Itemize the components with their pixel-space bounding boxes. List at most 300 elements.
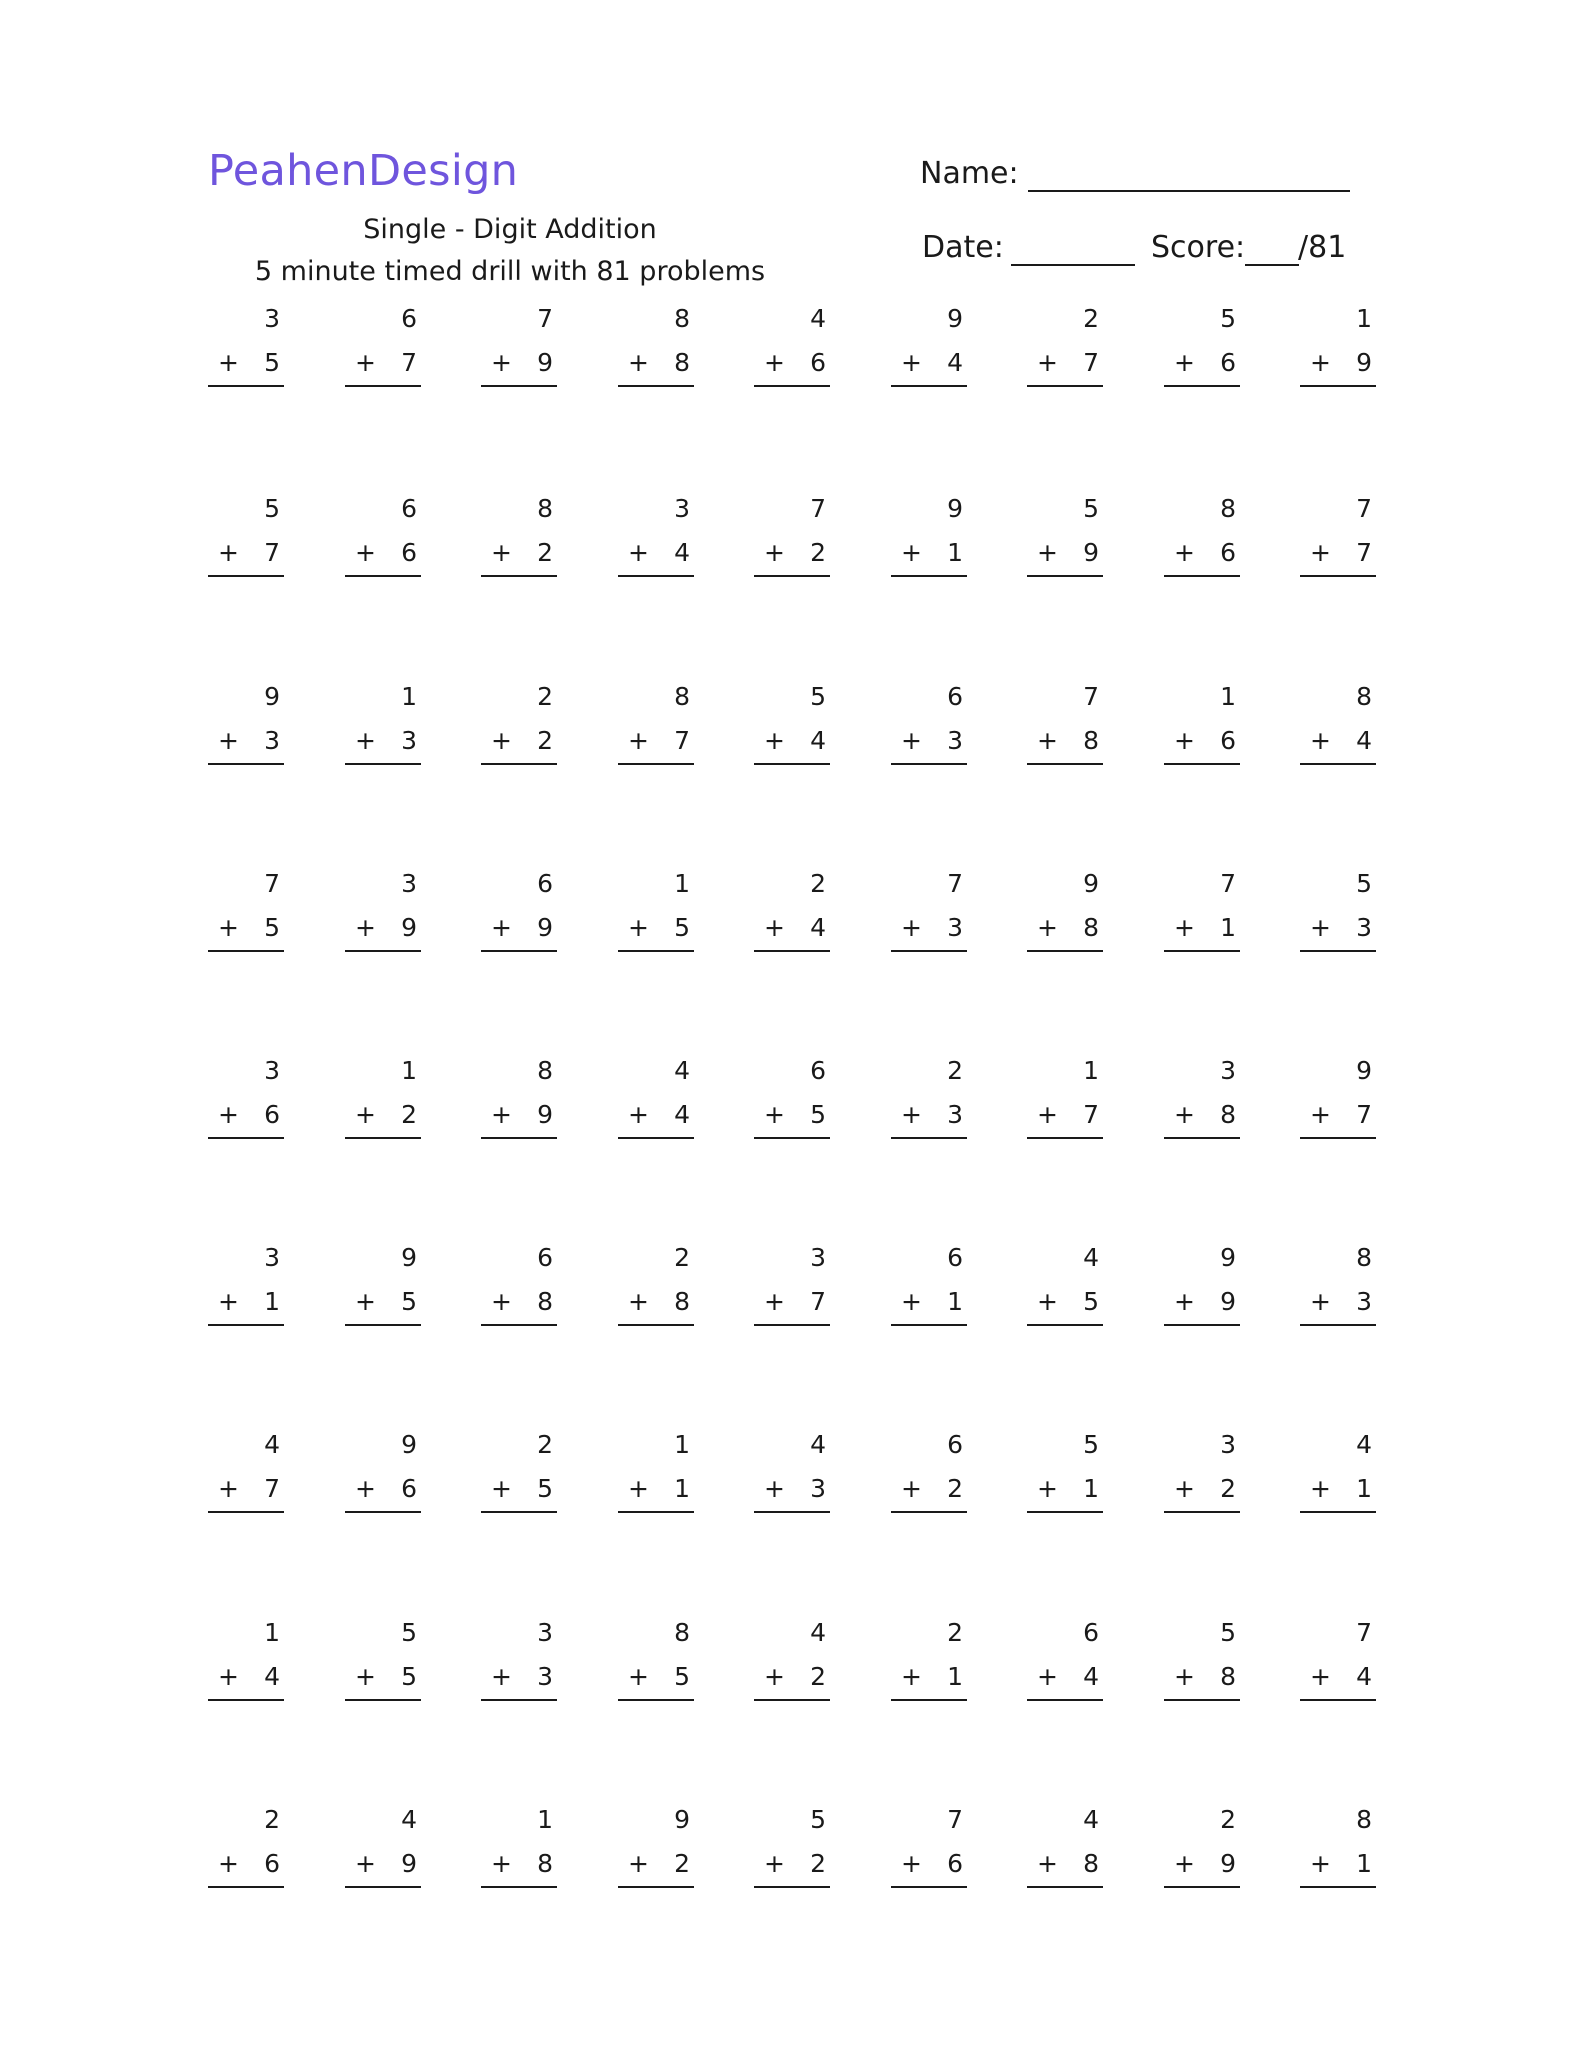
plus-sign: + <box>491 1474 512 1503</box>
addend-bottom: 1 <box>674 1474 690 1503</box>
addend-bottom: 5 <box>674 1662 690 1691</box>
addend-top: 7 <box>1083 682 1099 711</box>
addend-bottom: 5 <box>810 1100 826 1129</box>
date-blank[interactable] <box>1011 264 1135 266</box>
addend-top: 7 <box>810 494 826 523</box>
plus-sign: + <box>1310 348 1331 377</box>
addend-bottom: 1 <box>1356 1849 1372 1878</box>
addend-bottom: 7 <box>1083 1100 1099 1129</box>
answer-line <box>1300 950 1376 952</box>
plus-sign: + <box>1037 913 1058 942</box>
addition-problem <box>208 1056 288 1136</box>
addend-bottom: 2 <box>810 538 826 567</box>
answer-line <box>345 385 421 387</box>
answer-line <box>754 385 830 387</box>
answer-line <box>1027 1699 1103 1701</box>
addition-problem <box>1300 494 1380 574</box>
addition-problem <box>1027 1243 1107 1323</box>
addition-problem <box>891 1430 971 1510</box>
addend-bottom: 1 <box>1083 1474 1099 1503</box>
addend-top: 4 <box>264 1430 280 1459</box>
answer-line <box>345 1886 421 1888</box>
name-blank[interactable] <box>1028 190 1350 192</box>
addend-bottom: 8 <box>1220 1662 1236 1691</box>
addend-top: 5 <box>810 682 826 711</box>
addend-top: 8 <box>1220 494 1236 523</box>
plus-sign: + <box>901 538 922 567</box>
addend-bottom: 1 <box>1220 913 1236 942</box>
plus-sign: + <box>764 1849 785 1878</box>
addend-top: 3 <box>1220 1056 1236 1085</box>
plus-sign: + <box>355 1287 376 1316</box>
addend-bottom: 1 <box>947 1287 963 1316</box>
plus-sign: + <box>764 1474 785 1503</box>
addend-bottom: 2 <box>810 1849 826 1878</box>
plus-sign: + <box>1174 1287 1195 1316</box>
addend-bottom: 4 <box>1356 1662 1372 1691</box>
addend-bottom: 1 <box>947 1662 963 1691</box>
addend-bottom: 6 <box>401 538 417 567</box>
addition-problem <box>754 1805 834 1885</box>
addend-top: 9 <box>1356 1056 1372 1085</box>
addition-problem <box>481 869 561 949</box>
addend-top: 5 <box>1356 869 1372 898</box>
answer-line <box>754 575 830 577</box>
answer-line <box>618 1324 694 1326</box>
addend-bottom: 5 <box>401 1662 417 1691</box>
plus-sign: + <box>901 1662 922 1691</box>
answer-line <box>1164 763 1240 765</box>
addend-top: 4 <box>401 1805 417 1834</box>
addition-problem <box>1027 494 1107 574</box>
plus-sign: + <box>901 1474 922 1503</box>
answer-line <box>481 1324 557 1326</box>
addend-bottom: 4 <box>674 538 690 567</box>
addend-top: 3 <box>264 1056 280 1085</box>
addition-problem <box>618 1430 698 1510</box>
answer-line <box>1027 1511 1103 1513</box>
addition-problem <box>1027 869 1107 949</box>
answer-line <box>481 1511 557 1513</box>
plus-sign: + <box>628 726 649 755</box>
addend-top: 3 <box>810 1243 826 1272</box>
addition-problem <box>1300 1805 1380 1885</box>
plus-sign: + <box>1310 1849 1331 1878</box>
addend-top: 4 <box>810 1618 826 1647</box>
addend-bottom: 5 <box>264 913 280 942</box>
plus-sign: + <box>1174 726 1195 755</box>
answer-line <box>345 1324 421 1326</box>
addend-bottom: 7 <box>401 348 417 377</box>
plus-sign: + <box>1037 1100 1058 1129</box>
answer-line <box>208 385 284 387</box>
plus-sign: + <box>1174 538 1195 567</box>
addition-problem <box>481 682 561 762</box>
plus-sign: + <box>901 726 922 755</box>
addition-problem <box>618 1243 698 1323</box>
answer-line <box>618 1137 694 1139</box>
plus-sign: + <box>491 1287 512 1316</box>
plus-sign: + <box>1310 913 1331 942</box>
addend-top: 8 <box>537 494 553 523</box>
answer-line <box>1027 1137 1103 1139</box>
addend-top: 6 <box>537 869 553 898</box>
answer-line <box>891 1324 967 1326</box>
addition-problem <box>891 304 971 384</box>
answer-line <box>891 385 967 387</box>
addition-problem <box>208 494 288 574</box>
plus-sign: + <box>1174 1474 1195 1503</box>
addend-top: 1 <box>1083 1056 1099 1085</box>
plus-sign: + <box>1310 1100 1331 1129</box>
plus-sign: + <box>1310 1662 1331 1691</box>
addend-bottom: 6 <box>810 348 826 377</box>
addend-bottom: 8 <box>1220 1100 1236 1129</box>
addend-top: 7 <box>1220 869 1236 898</box>
addend-bottom: 3 <box>947 913 963 942</box>
addend-bottom: 6 <box>1220 348 1236 377</box>
addend-top: 8 <box>1356 1243 1372 1272</box>
plus-sign: + <box>218 1662 239 1691</box>
addend-bottom: 7 <box>1083 348 1099 377</box>
addend-bottom: 9 <box>537 913 553 942</box>
plus-sign: + <box>628 913 649 942</box>
addend-top: 6 <box>947 1430 963 1459</box>
addend-top: 2 <box>264 1805 280 1834</box>
addend-bottom: 5 <box>401 1287 417 1316</box>
addend-top: 6 <box>401 494 417 523</box>
plus-sign: + <box>218 1474 239 1503</box>
addend-top: 7 <box>947 869 963 898</box>
addend-top: 8 <box>1356 1805 1372 1834</box>
addend-top: 4 <box>810 1430 826 1459</box>
addend-bottom: 9 <box>401 1849 417 1878</box>
answer-line <box>345 1699 421 1701</box>
addend-bottom: 8 <box>1083 1849 1099 1878</box>
addend-top: 8 <box>1356 682 1372 711</box>
plus-sign: + <box>491 1849 512 1878</box>
plus-sign: + <box>355 348 376 377</box>
addition-problem <box>481 1056 561 1136</box>
plus-sign: + <box>764 726 785 755</box>
plus-sign: + <box>628 1287 649 1316</box>
answer-line <box>1027 1886 1103 1888</box>
answer-line <box>481 1886 557 1888</box>
addition-problem <box>1300 1618 1380 1698</box>
addend-bottom: 8 <box>537 1849 553 1878</box>
addition-problem <box>345 494 425 574</box>
answer-line <box>1027 763 1103 765</box>
addition-problem <box>754 1243 834 1323</box>
addend-top: 2 <box>537 1430 553 1459</box>
addend-top: 1 <box>264 1618 280 1647</box>
addend-bottom: 6 <box>1220 726 1236 755</box>
plus-sign: + <box>1174 1849 1195 1878</box>
plus-sign: + <box>491 538 512 567</box>
addend-top: 6 <box>947 682 963 711</box>
addition-problem <box>345 1056 425 1136</box>
addend-top: 1 <box>401 682 417 711</box>
name-label: Name: <box>920 156 1019 191</box>
plus-sign: + <box>1037 1849 1058 1878</box>
plus-sign: + <box>764 1287 785 1316</box>
addend-bottom: 3 <box>537 1662 553 1691</box>
addition-problem <box>618 494 698 574</box>
addend-top: 5 <box>1220 1618 1236 1647</box>
addend-top: 5 <box>401 1618 417 1647</box>
answer-line <box>481 1699 557 1701</box>
addend-bottom: 3 <box>947 1100 963 1129</box>
addend-bottom: 1 <box>264 1287 280 1316</box>
addition-problem <box>1164 1805 1244 1885</box>
addition-problem <box>481 304 561 384</box>
addend-top: 4 <box>1083 1243 1099 1272</box>
addend-top: 6 <box>1083 1618 1099 1647</box>
addend-top: 6 <box>947 1243 963 1272</box>
answer-line <box>618 1699 694 1701</box>
plus-sign: + <box>1174 1662 1195 1691</box>
addend-top: 4 <box>1083 1805 1099 1834</box>
addend-bottom: 8 <box>674 1287 690 1316</box>
plus-sign: + <box>355 1100 376 1129</box>
addend-top: 9 <box>264 682 280 711</box>
plus-sign: + <box>218 726 239 755</box>
answer-line <box>345 763 421 765</box>
addition-problem <box>1164 1618 1244 1698</box>
addend-top: 2 <box>674 1243 690 1272</box>
addend-bottom: 8 <box>537 1287 553 1316</box>
addition-problem <box>345 1618 425 1698</box>
addend-bottom: 9 <box>1083 538 1099 567</box>
answer-line <box>1027 575 1103 577</box>
addend-top: 7 <box>947 1805 963 1834</box>
plus-sign: + <box>355 726 376 755</box>
addend-top: 5 <box>1083 1430 1099 1459</box>
worksheet-subtitle: 5 minute timed drill with 81 problems <box>254 256 766 287</box>
addend-top: 4 <box>810 304 826 333</box>
answer-line <box>754 1511 830 1513</box>
addend-top: 6 <box>810 1056 826 1085</box>
addend-bottom: 8 <box>1083 726 1099 755</box>
addition-problem <box>754 1430 834 1510</box>
plus-sign: + <box>901 1849 922 1878</box>
answer-line <box>754 1886 830 1888</box>
addition-problem <box>754 682 834 762</box>
plus-sign: + <box>355 913 376 942</box>
answer-line <box>345 575 421 577</box>
plus-sign: + <box>1310 1287 1331 1316</box>
answer-line <box>1027 385 1103 387</box>
addition-problem <box>618 1618 698 1698</box>
addition-problem <box>481 1430 561 1510</box>
plus-sign: + <box>218 1287 239 1316</box>
addition-problem <box>754 494 834 574</box>
addition-problem <box>1027 304 1107 384</box>
plus-sign: + <box>1174 913 1195 942</box>
answer-line <box>481 1137 557 1139</box>
plus-sign: + <box>628 1100 649 1129</box>
addition-problem <box>1300 1243 1380 1323</box>
plus-sign: + <box>491 348 512 377</box>
addition-problem <box>1164 1056 1244 1136</box>
addend-top: 9 <box>1220 1243 1236 1272</box>
answer-line <box>1027 950 1103 952</box>
addend-bottom: 6 <box>1220 538 1236 567</box>
answer-line <box>754 950 830 952</box>
addition-problem <box>891 1243 971 1323</box>
addition-problem <box>208 1805 288 1885</box>
addend-bottom: 1 <box>1356 1474 1372 1503</box>
addend-bottom: 2 <box>810 1662 826 1691</box>
addition-problem <box>618 682 698 762</box>
addition-problem <box>208 1430 288 1510</box>
addend-top: 5 <box>1083 494 1099 523</box>
addend-bottom: 4 <box>1356 726 1372 755</box>
addend-bottom: 5 <box>264 348 280 377</box>
addend-bottom: 6 <box>264 1100 280 1129</box>
addition-problem <box>208 1243 288 1323</box>
plus-sign: + <box>628 348 649 377</box>
addend-bottom: 7 <box>264 1474 280 1503</box>
addend-top: 4 <box>674 1056 690 1085</box>
answer-line <box>208 950 284 952</box>
addition-problem <box>754 1618 834 1698</box>
plus-sign: + <box>1174 1100 1195 1129</box>
answer-line <box>1300 1324 1376 1326</box>
addition-problem <box>1027 1056 1107 1136</box>
addend-top: 1 <box>1356 304 1372 333</box>
plus-sign: + <box>1037 1287 1058 1316</box>
answer-line <box>891 1511 967 1513</box>
plus-sign: + <box>355 1662 376 1691</box>
answer-line <box>1164 385 1240 387</box>
plus-sign: + <box>1037 726 1058 755</box>
answer-line <box>618 385 694 387</box>
addition-problem <box>208 1618 288 1698</box>
addition-problem <box>1164 682 1244 762</box>
addend-top: 2 <box>947 1618 963 1647</box>
plus-sign: + <box>628 538 649 567</box>
plus-sign: + <box>764 1662 785 1691</box>
addend-bottom: 9 <box>537 1100 553 1129</box>
addend-bottom: 2 <box>537 538 553 567</box>
addend-top: 5 <box>264 494 280 523</box>
worksheet-title: Single - Digit Addition <box>363 214 657 245</box>
addition-problem <box>208 304 288 384</box>
plus-sign: + <box>218 538 239 567</box>
addend-top: 4 <box>1356 1430 1372 1459</box>
plus-sign: + <box>355 1849 376 1878</box>
answer-line <box>891 575 967 577</box>
addend-top: 1 <box>674 869 690 898</box>
plus-sign: + <box>1037 538 1058 567</box>
answer-line <box>481 575 557 577</box>
addition-problem <box>481 1805 561 1885</box>
answer-line <box>1300 385 1376 387</box>
answer-line <box>618 575 694 577</box>
addition-problem <box>481 1243 561 1323</box>
plus-sign: + <box>218 1849 239 1878</box>
answer-line <box>208 763 284 765</box>
answer-line <box>208 1699 284 1701</box>
addend-bottom: 7 <box>810 1287 826 1316</box>
plus-sign: + <box>491 1100 512 1129</box>
addend-top: 1 <box>401 1056 417 1085</box>
addend-top: 8 <box>674 1618 690 1647</box>
answer-line <box>891 1886 967 1888</box>
addend-bottom: 3 <box>1356 913 1372 942</box>
addition-problem <box>345 869 425 949</box>
answer-line <box>891 1137 967 1139</box>
addend-bottom: 2 <box>401 1100 417 1129</box>
addend-top: 7 <box>537 304 553 333</box>
score-label: Score: <box>1151 230 1246 265</box>
answer-line <box>754 763 830 765</box>
addition-problem <box>891 869 971 949</box>
addend-top: 2 <box>1083 304 1099 333</box>
score-blank[interactable] <box>1245 264 1299 266</box>
addend-top: 9 <box>1083 869 1099 898</box>
addend-top: 6 <box>537 1243 553 1272</box>
addend-bottom: 7 <box>264 538 280 567</box>
addend-bottom: 6 <box>947 1849 963 1878</box>
addition-problem <box>754 869 834 949</box>
answer-line <box>891 950 967 952</box>
addend-top: 3 <box>674 494 690 523</box>
addend-top: 7 <box>1356 494 1372 523</box>
answer-line <box>208 1886 284 1888</box>
answer-line <box>1300 1699 1376 1701</box>
addend-bottom: 4 <box>1083 1662 1099 1691</box>
addition-problem <box>891 682 971 762</box>
addend-bottom: 9 <box>1356 348 1372 377</box>
answer-line <box>618 950 694 952</box>
addition-problem <box>345 304 425 384</box>
addition-problem <box>345 1430 425 1510</box>
plus-sign: + <box>901 913 922 942</box>
answer-line <box>481 950 557 952</box>
plus-sign: + <box>1310 726 1331 755</box>
score-total: /81 <box>1298 230 1347 265</box>
answer-line <box>345 1511 421 1513</box>
plus-sign: + <box>355 538 376 567</box>
plus-sign: + <box>901 348 922 377</box>
addend-top: 5 <box>1220 304 1236 333</box>
plus-sign: + <box>628 1662 649 1691</box>
answer-line <box>891 1699 967 1701</box>
addition-problem <box>1027 682 1107 762</box>
addend-top: 9 <box>947 304 963 333</box>
addend-top: 2 <box>810 869 826 898</box>
answer-line <box>618 1886 694 1888</box>
addend-bottom: 3 <box>401 726 417 755</box>
addend-bottom: 9 <box>1220 1287 1236 1316</box>
addition-problem <box>618 1805 698 1885</box>
addend-bottom: 6 <box>264 1849 280 1878</box>
plus-sign: + <box>218 1100 239 1129</box>
plus-sign: + <box>491 726 512 755</box>
answer-line <box>481 385 557 387</box>
answer-line <box>1164 575 1240 577</box>
plus-sign: + <box>355 1474 376 1503</box>
addend-top: 2 <box>947 1056 963 1085</box>
addition-problem <box>1164 1243 1244 1323</box>
addend-top: 5 <box>810 1805 826 1834</box>
addition-problem <box>1164 494 1244 574</box>
plus-sign: + <box>901 1100 922 1129</box>
plus-sign: + <box>1310 1474 1331 1503</box>
addend-top: 8 <box>674 304 690 333</box>
